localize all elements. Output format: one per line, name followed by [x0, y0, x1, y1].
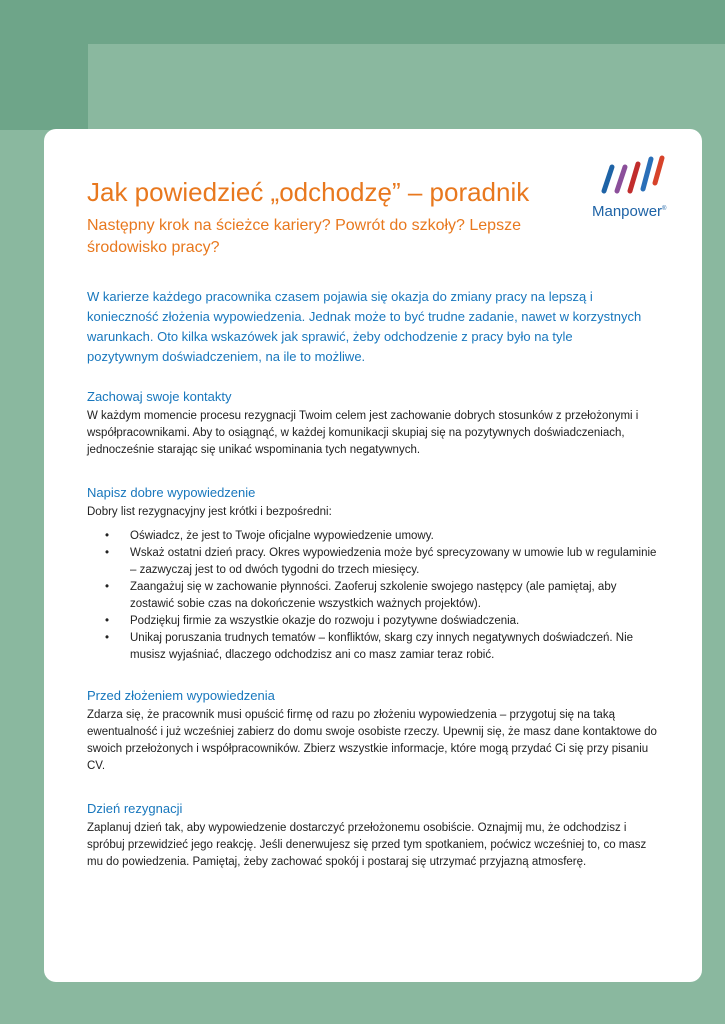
section-body: Zdarza się, że pracownik musi opuścić firmę od razu po złożeniu wypowiedzenia – przygotuj się na taką ewentualność i już wcześniej zabierz do domu swoje osobiste rzeczy. Upewnij się, że masz dane kontaktowe do swoich przełożonych i współpracowników. Zbierz wszystkie informacje, które mogą przydać Ci się przy pisaniu CV.: [87, 709, 657, 772]
section-heading: Dzień rezygnacji: [87, 801, 183, 816]
list-item: [87, 528, 657, 545]
logo-stripe-4: [643, 159, 651, 189]
list-item-text: Podziękuj firmie za wszystkie okazje do rozwoju i pozytywne doświadczenia.: [130, 615, 520, 627]
section-heading: Przed złożeniem wypowiedzenia: [87, 688, 275, 703]
content-card: [44, 129, 702, 982]
section-heading: Zachowaj swoje kontakty: [87, 389, 232, 404]
list-item-text: Unikaj poruszania trudnych tematów – konfliktów, skarg czy innych negatywnych doświadczeń. Nie musisz wyjaśniać, dlaczego odchodzisz ani co masz zamiar teraz robić.: [130, 632, 634, 661]
bullet: •: [105, 615, 110, 627]
bullet: •: [105, 530, 110, 542]
list-item-text: Zaangażuj się w zachowanie płynności. Zaoferuj szkolenie swojego następcy (ale pamiętaj, aby zostawić sobie czas na dokończenie wszystkich ważnych projektów).: [130, 581, 617, 610]
logo-stripe-1: [604, 167, 612, 191]
list-item: [87, 613, 657, 630]
list-item: [87, 630, 657, 664]
section-heading: Napisz dobre wypowiedzenie: [87, 485, 256, 500]
top-band: [0, 0, 725, 44]
bullet: •: [105, 632, 110, 644]
manpower-logo-icon: [592, 155, 678, 199]
bullet: •: [105, 581, 110, 593]
section-resignation-letter: [87, 484, 657, 664]
bullet: •: [105, 547, 110, 559]
section-body: Zaplanuj dzień tak, aby wypowiedzenie dostarczyć przełożonemu osobiście. Oznajmij mu, że odchodzisz i spróbuj przewidzieć jego reakcję. Jeśli denerwujesz się przed tym spotkaniem, poćwicz wcześniej to, co masz mu do powiedzenia. Pamiętaj, żeby zachować spokój i postaraj się utrzymać przyjazną atmosferę.: [87, 822, 647, 868]
manpower-logo: [592, 155, 678, 225]
logo-stripe-5: [655, 158, 662, 183]
list-item: [87, 545, 657, 579]
bullet-list: [87, 528, 657, 664]
page-title: Jak powiedzieć „odchodzę” – poradnik: [87, 177, 530, 207]
logo-stripe-2: [617, 167, 625, 191]
list-item-text: Oświadcz, że jest to Twoje oficjalne wypowiedzenie umowy.: [130, 530, 434, 542]
logo-wordmark: [592, 203, 666, 220]
logo-text: Manpower: [592, 203, 663, 220]
section-body: Dobry list rezygnacyjny jest krótki i bezpośredni:: [87, 506, 332, 518]
section-before-resignation: [87, 687, 657, 775]
section-resignation-day: [87, 800, 657, 871]
list-item-text: Wskaż ostatni dzień pracy. Okres wypowiedzenia może być sprecyzowany w umowie lub w regulaminie – zazwyczaj jest to od dwóch tygodni do trzech miesięcy.: [130, 547, 657, 576]
registered-mark: ®: [662, 206, 667, 212]
section-contacts: [87, 388, 657, 459]
logo-stripe-3: [630, 164, 638, 191]
section-body: W każdym momencie procesu rezygnacji Twoim celem jest zachowanie dobrych stosunków z przełożonymi i współpracownikami. Aby to osiągnąć, w każdej komunikacji skupiaj się na pozytywnych doświadczeniach, jednocześnie starając się unikać wspominania tych negatywnych.: [87, 410, 639, 456]
corner-block: [0, 0, 88, 130]
intro-paragraph: W karierze każdego pracownika czasem pojawia się okazja do zmiany pracy na lepszą i konieczność złożenia wypowiedzenia. Jednak może to być trudne zadanie, nawet w korzystnych warunkach. Oto kilka wskazówek jak sprawić, żeby odchodzenie z pracy było na tyle pozytywnym doświadczeniem, na ile to możliwe.: [87, 289, 642, 364]
page-subtitle: Następny krok na ścieżce kariery? Powrót do szkoły? Lepsze środowisko pracy?: [87, 217, 521, 256]
list-item: [87, 579, 657, 613]
